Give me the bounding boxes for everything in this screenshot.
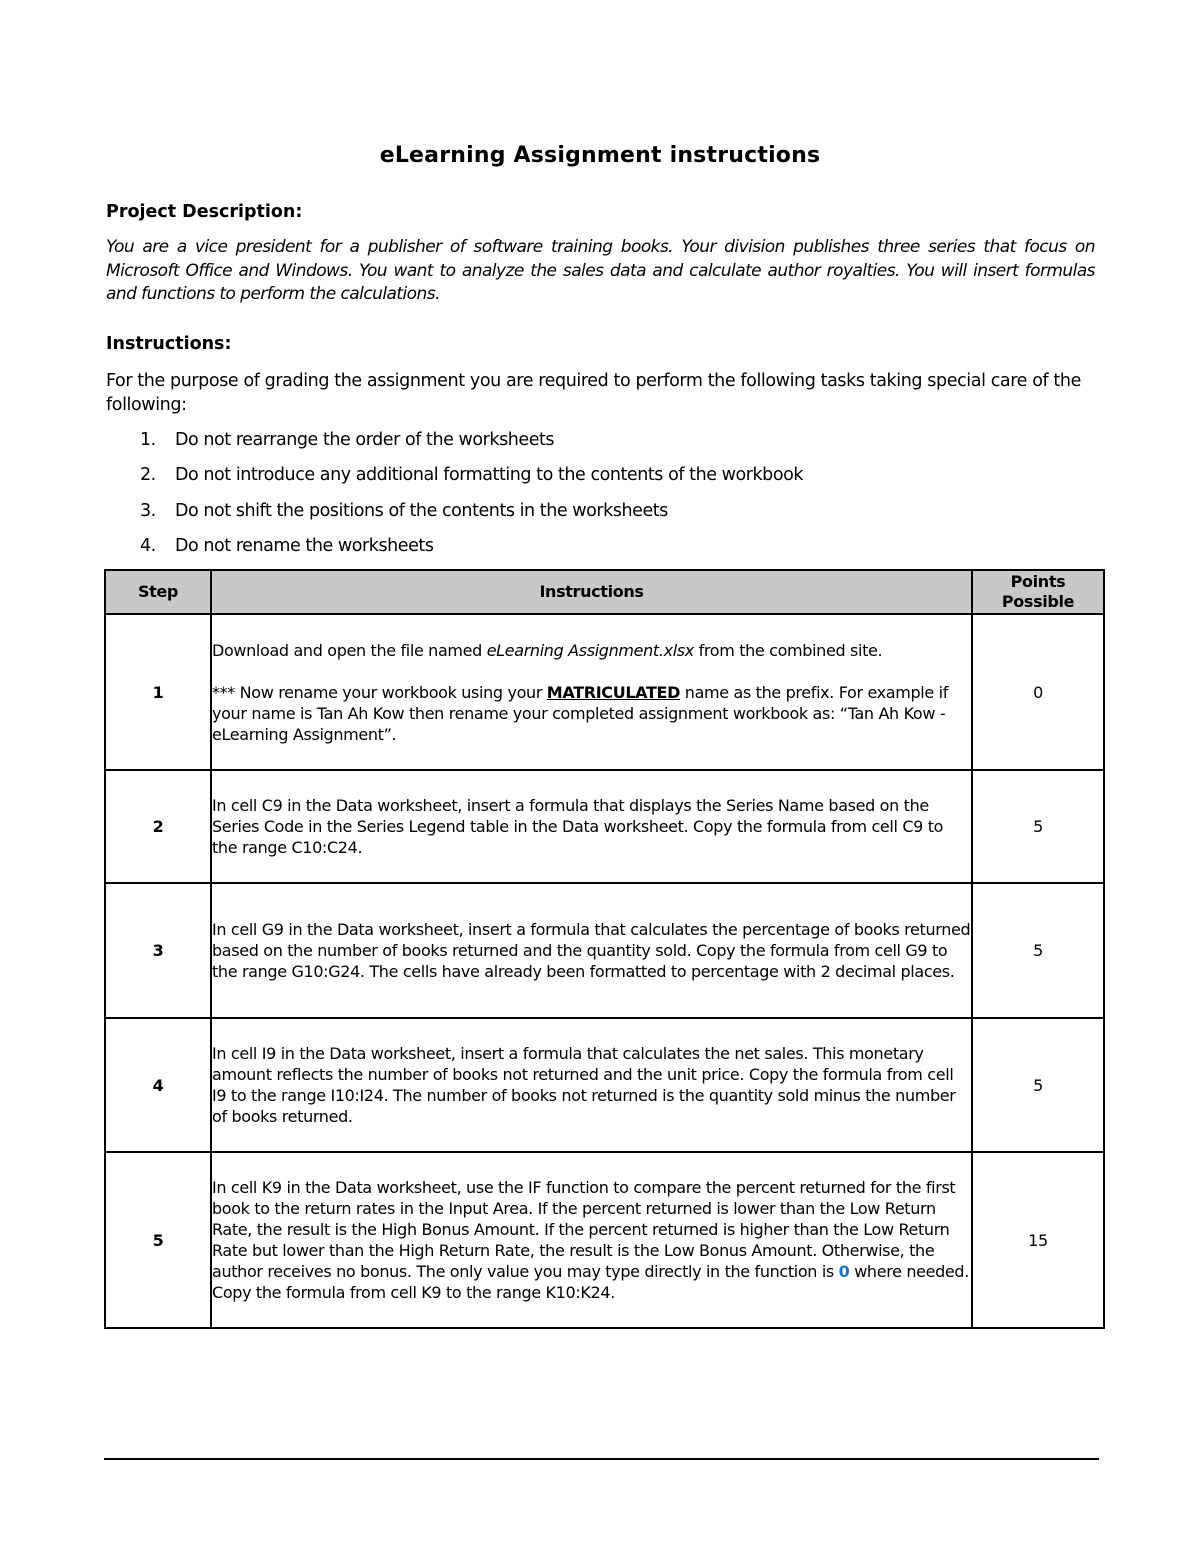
rule-number: 3.	[140, 500, 156, 521]
step-number: 2	[105, 770, 211, 883]
steps-table	[104, 569, 1105, 1329]
step-number: 3	[105, 883, 211, 1018]
step-instructions: In cell G9 in the Data worksheet, insert a formula that calculates the percentage of books returned based on the number of books returned and the quantity sold. Copy the formula from cell G9 to the range G10:G24. The cells have already been formatted to percentage with 2 decimal places.	[211, 883, 972, 1018]
table-row	[105, 770, 1104, 883]
table-row	[105, 1152, 1104, 1328]
table-row	[105, 1018, 1104, 1152]
rule-number: 4.	[140, 535, 156, 556]
text-segment: where needed. Copy the formula from cell K9 to the range K10:K24.	[212, 1262, 969, 1302]
matriculated-emphasis: MATRICULATED	[546, 682, 681, 702]
text-segment: Download and open the file named	[212, 640, 487, 660]
page-title: eLearning Assignment instructions	[379, 143, 821, 168]
rule-text: Do not introduce any additional formatting to the contents of the workbook	[175, 465, 804, 486]
text-segment: In cell K9 in the Data worksheet, use the IF function to compare the percent returned for the first book to the return rates in the Input Area. If the percent returned is lower than the Low Return Rate, the result is the High Bonus Amount. If the percent returned is higher than the Low Return Rate but lower than the High Return Rate, the result is the Low Bonus Amount. Otherwise, the author receives no bonus. The only value you may type directly in the function is	[212, 1178, 956, 1281]
table-row	[105, 883, 1104, 1018]
project-description-heading: Project Description:	[106, 202, 303, 222]
step-number: 4	[105, 1018, 211, 1152]
points-value: 5	[972, 883, 1104, 1018]
instructions-intro: For the purpose of grading the assignment you are required to perform the following tasks taking special care of the following:	[106, 371, 1081, 415]
zero-value-highlight: 0	[838, 1262, 850, 1281]
points-value: 5	[972, 1018, 1104, 1152]
instructions-column-header: Instructions	[211, 570, 972, 614]
instruction-download	[212, 640, 971, 661]
text-segment: from the combined site.	[693, 640, 883, 660]
text-segment: *** Now rename your workbook using your	[212, 682, 547, 702]
rule-item	[140, 427, 803, 462]
footer-divider	[104, 1458, 1099, 1460]
step-instructions	[211, 1152, 972, 1328]
rules-list	[140, 427, 803, 568]
points-header-line1: Points	[1010, 572, 1066, 591]
points-value: 0	[972, 614, 1104, 770]
step-number: 1	[105, 614, 211, 770]
step-instructions	[211, 614, 972, 770]
points-column-header	[972, 570, 1104, 614]
points-value: 15	[972, 1152, 1104, 1328]
step-number: 5	[105, 1152, 211, 1328]
step-column-header: Step	[105, 570, 211, 614]
rule-text: Do not rename the worksheets	[175, 535, 434, 556]
rule-item	[140, 533, 803, 568]
instructions-heading: Instructions:	[106, 334, 232, 354]
text-segment: name as the prefix. For example if your name is Tan Ah Kow then rename your completed assignment workbook as: “Tan Ah Kow - eLearning Assignment”.	[212, 682, 948, 744]
step-instructions: In cell I9 in the Data worksheet, insert a formula that calculates the net sales. This monetary amount reflects the number of books not returned and the unit price. Copy the formula from cell I9 to the range I10:I24. The number of books not returned is the quantity sold minus the number of books returned.	[211, 1018, 972, 1152]
filename: eLearning Assignment.xlsx	[486, 640, 694, 660]
project-description-text: You are a vice president for a publisher of software training books. Your division publishes three series that focus on Microsoft Office and Windows. You want to analyze the sales data and calculate author royalties. You will insert formulas and functions to perform the calculations.	[106, 237, 1095, 304]
table-header-row	[105, 570, 1104, 614]
rule-text: Do not rearrange the order of the worksheets	[175, 430, 555, 450]
points-value: 5	[972, 770, 1104, 883]
rule-number: 1.	[140, 430, 156, 450]
rule-text: Do not shift the positions of the contents in the worksheets	[175, 500, 668, 521]
table-row	[105, 614, 1104, 770]
rule-item	[140, 462, 803, 497]
points-header-line2: Possible	[1001, 592, 1075, 611]
instruction-rename	[212, 682, 971, 745]
rule-item	[140, 498, 803, 533]
step-instructions: In cell C9 in the Data worksheet, insert a formula that displays the Series Name based on the Series Code in the Series Legend table in the Data worksheet. Copy the formula from cell C9 to the range C10:C24.	[211, 770, 972, 883]
rule-number: 2.	[140, 465, 156, 486]
